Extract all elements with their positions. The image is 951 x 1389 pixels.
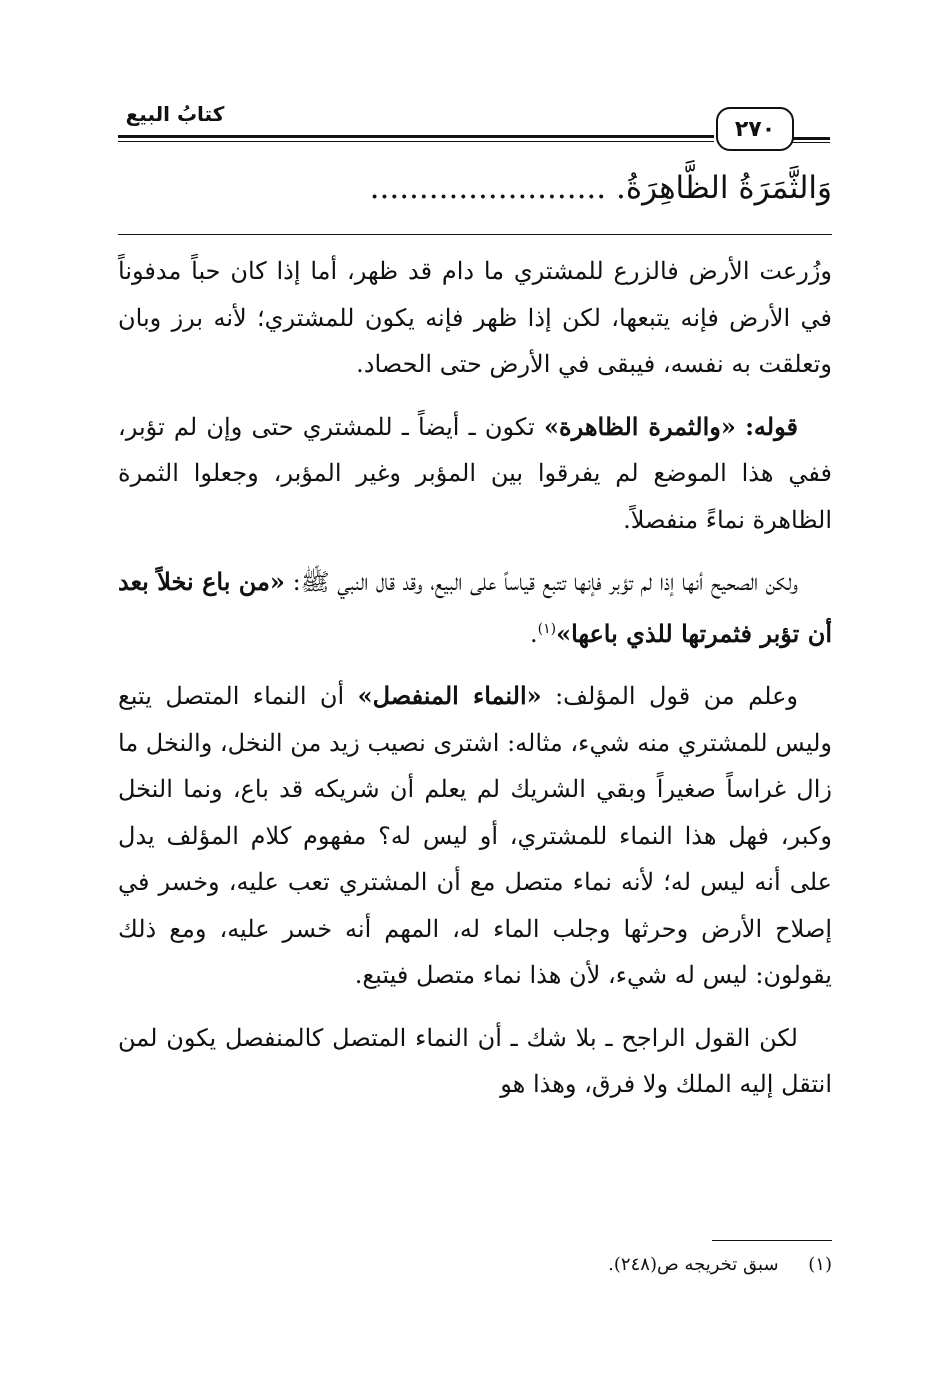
paragraph-1: وزُرعت الأرض فالزرع للمشتري ما دام قد ظهر، أما إذا كان حباً مدفوناً في الأرض فإنه يتبعها، لكن إذا ظهر فإنه يكون للمشتري؛ لأنه برز وبان وتعلقت به نفسه، فيبقى في الأرض حتى الحصاد. xyxy=(118,257,832,378)
paragraph-2-quote: «والثمرة الظاهرة» xyxy=(544,411,736,441)
matn-text: وَالثَّمَرَةُ الظَّاهِرَةُ. xyxy=(616,170,832,206)
footnote-rule xyxy=(712,1240,832,1241)
commentary-body xyxy=(118,248,832,1124)
matn-line xyxy=(118,160,832,216)
matn-divider xyxy=(118,234,832,235)
footnote xyxy=(118,1250,832,1280)
paragraph-4-rest: أن النماء المتصل يتبع وليس للمشتري منه شيء، مثاله: اشترى نصيب زيد من النخل، والنخل ما زال غراساً صغيراً وبقي الشريك لم يعلم أن شريكه قد باع، ونما النخل وكبر، فهل هذا النماء للمشتري، أو ليس له؟ مفهوم كلام المؤلف يدل على أنه ليس له؛ لأنه نماء متصل مع أن المشتري تعب عليه، وخسر في إصلاح الأرض وحرثها وجلب الماء له، المهم أنه خسر عليه، ومع ذلك يقولون: ليس له شيء، لأن هذا نماء متصل فيتبع. xyxy=(118,682,833,989)
paragraph-3 xyxy=(118,559,832,657)
paragraph-2-rest: تكون ـ أيضاً ـ للمشتري حتى وإن لم تؤبر، ففي هذا الموضع لم يفرقوا بين المؤبر وغير المؤبر، وجعلوا الثمرة الظاهرة نماءً منفصلاً. xyxy=(118,412,832,534)
paragraph-4-start: وعلم من قول المؤلف: xyxy=(555,682,798,710)
footnote-text: سبق تخريجه ص(٢٤٨). xyxy=(608,1254,779,1275)
footnote-number: (١) xyxy=(808,1254,832,1275)
header-rule-thick xyxy=(118,135,714,138)
paragraph-2 xyxy=(118,404,832,544)
paragraph-3-start: ولكن الصحيح أنها إذا لم تؤبر فإنها تتبع قياساً على البيع، وقد قال النبي ﷺ: xyxy=(292,568,799,596)
paragraph-4 xyxy=(118,673,832,999)
footnote-reference: (١) xyxy=(537,620,557,637)
paragraph-5: لكن القول الراجح ـ بلا شك ـ أن النماء المتصل كالمنفصل يكون لمن انتقل إليه الملك ولا فرق، وهذا هو xyxy=(118,1023,832,1098)
running-header-book-title: كتابُ البيع xyxy=(125,102,225,126)
header-rule-right-thin xyxy=(792,142,830,143)
header-rule-right-thick xyxy=(792,137,830,140)
matn-dots: ........................ xyxy=(369,170,607,206)
header-rule-thin xyxy=(118,141,714,142)
page-number-box xyxy=(716,107,794,151)
paragraph-4-quote: «النماء المنفصل» xyxy=(357,681,542,710)
page-number: ٢٧٠ xyxy=(734,116,776,142)
paragraph-3-end: . xyxy=(529,619,538,648)
paragraph-2-label: قوله: xyxy=(745,411,798,441)
hadith-quote: «من باع نخلاً بعد أن تؤبر فثمرتها للذي باعها» xyxy=(118,567,832,648)
